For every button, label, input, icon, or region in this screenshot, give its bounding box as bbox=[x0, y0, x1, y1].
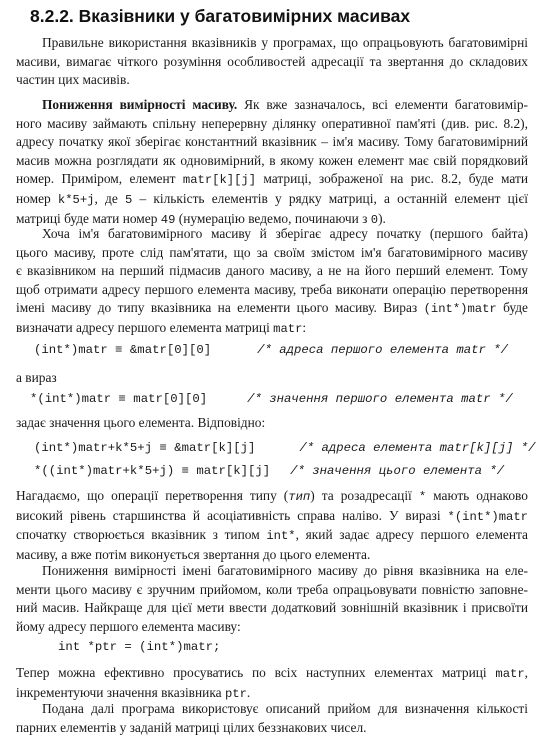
p3-line-3 bbox=[16, 526, 528, 546]
p1-l7-b: (нумерацію ведемо, починаючи з bbox=[175, 210, 371, 226]
text-a-vyraz bbox=[16, 369, 528, 388]
p5-l1-a: Тепер можна ефективно просуватись по всіх наступних елементах матриці bbox=[16, 665, 496, 680]
paragraph-precedence bbox=[16, 487, 528, 564]
p4-line-3: ний масив. Найкраще для цієї мети ввести додатковий зовнішній вказівник і присвоїти bbox=[16, 600, 528, 616]
p3-line-2 bbox=[16, 507, 528, 527]
p4-line-4: йому адресу першого елемента масиву: bbox=[16, 618, 241, 634]
p5-line-1 bbox=[16, 664, 528, 684]
p1-l7-a: матриці буде мати номер bbox=[16, 210, 161, 226]
p1-line-5 bbox=[16, 170, 528, 190]
p1-line-6 bbox=[16, 190, 528, 210]
p1-l7-c: ). bbox=[378, 210, 386, 226]
p3-l1-c: мають однаково bbox=[426, 488, 528, 503]
p6-line-1: Подана далі програма використовує описаний прийом для визначення кількості bbox=[42, 701, 528, 716]
code4-expr: *((int*)matr+k*5+j) ≡ matr[k][j] bbox=[34, 464, 271, 478]
a-vyraz-text: а вираз bbox=[16, 370, 57, 385]
p3-l1-a: Нагадаємо, що операції перетворення типу ( bbox=[16, 488, 289, 503]
p1-title: Пониження вимірності масиву. bbox=[42, 97, 238, 112]
code5-expr: int *ptr = (int*)matr; bbox=[58, 640, 221, 654]
p1-line-3: адресу початку якої зберігає константний вказівник – ім'я масиву. Тому багатовимірний bbox=[16, 134, 528, 150]
code4-comment: /* значення цього елемента */ bbox=[290, 464, 505, 478]
p3-line-1 bbox=[16, 487, 528, 507]
code1-expr: (int*)matr ≡ &matr[0][0] bbox=[34, 343, 212, 357]
p3-l1-b: ) та розадресації bbox=[310, 488, 419, 503]
paragraph-increment bbox=[16, 664, 528, 703]
p1-line-1-text: Як вже зазначалось, всі елементи багатовимір- bbox=[237, 97, 528, 112]
p5-l2-a: інкрементуючи значення вказівника bbox=[16, 684, 225, 700]
p2-l6-a: визначати адресу першого елемента матриці bbox=[16, 319, 274, 335]
p1-l6-c: – кількість елементів у рядку матриці, а останній елемент цієї bbox=[132, 190, 528, 206]
p4-line-1: Пониження вимірності імені багатовимірного масиву до рівня вказівника на еле- bbox=[42, 563, 528, 578]
p5-l1-code: matr bbox=[495, 667, 525, 681]
p1-l7-code2: 0 bbox=[370, 212, 379, 227]
p5-l2-code: ptr bbox=[224, 686, 247, 701]
p2-line-6 bbox=[16, 319, 528, 339]
p2-line-2: цього масиву, проте слід пам'ятати, що за своїм змістом ім'я багатовимірного масиву bbox=[16, 244, 528, 260]
code-line-2 bbox=[30, 392, 513, 406]
p2-l6-code: matr bbox=[273, 321, 303, 336]
p2-line-1: Хоча ім'я багатовимірного масиву й зберігає адресу початку (першого байта) bbox=[42, 226, 528, 241]
p4-line-2: менти цього масиву є зручним прийомом, коли треба опрацьовувати повністю заповне- bbox=[16, 581, 528, 597]
p1-l5-code: matr[k][j] bbox=[182, 173, 257, 188]
p3-l2-code: *(int*)matr bbox=[447, 509, 528, 524]
paragraph-pointer-technique bbox=[16, 562, 528, 636]
p1-l5-a: номер. Приміром, елемент bbox=[16, 171, 183, 187]
p1-l6-code2: 5 bbox=[124, 192, 133, 207]
p1-line-2: ного масиву займають спільну неперервну ділянку оперативної пам'яті (див. рис. 8.2), bbox=[16, 115, 528, 131]
code-line-1 bbox=[34, 343, 508, 357]
p1-l6-b: , де bbox=[94, 190, 125, 206]
p1-line-1 bbox=[16, 96, 528, 115]
intro-line-1: Правильне використання вказівників у програмах, що опрацьовують багатовимірні bbox=[42, 35, 528, 50]
p3-l2-a: високий рівень старшинства й асоціативність справа наліво. У виразі bbox=[16, 507, 448, 523]
intro-line-2: масиви, вимагає чіткого розуміння особливостей адресації та звертання до складових bbox=[16, 53, 528, 69]
section-heading: 8.2.2. Вказівники у багатовимірних масивах bbox=[30, 6, 411, 26]
intro-paragraph bbox=[16, 34, 528, 90]
p3-l3-a: спочатку створюється вказівник з типом bbox=[16, 527, 267, 543]
paragraph-program-intro bbox=[16, 700, 528, 737]
p1-l6-a: номер bbox=[16, 190, 58, 206]
p3-line-4: масиву, а вже потім виконується звертання до цього елемента. bbox=[16, 546, 371, 562]
p2-l5-code: (int*)matr bbox=[423, 302, 497, 317]
p3-l3-code: int* bbox=[266, 529, 296, 544]
p6-line-2: парних елементів у заданій матриці цілих беззнакових чисел. bbox=[16, 719, 367, 735]
zadaie-text: задає значення цього елемента. Відповідно: bbox=[16, 415, 266, 430]
paragraph-array-name bbox=[16, 225, 528, 339]
p1-line-4: масив можна розглядати як одновимірний, в якому кожен елемент має свій порядковий bbox=[16, 152, 528, 168]
text-zadaie bbox=[16, 414, 528, 433]
p2-line-3: є вказівником на перший підмасив даного масиву, а не на його перший елемент. Тому bbox=[16, 263, 528, 279]
code3-expr: (int*)matr+k*5+j ≡ &matr[k][j] bbox=[34, 441, 256, 455]
code-line-3 bbox=[34, 441, 536, 455]
paragraph-dimension-reduction bbox=[16, 96, 528, 229]
code2-expr: *(int*)matr ≡ matr[0][0] bbox=[30, 392, 208, 406]
p5-l2-b: . bbox=[246, 684, 251, 700]
code-line-4 bbox=[34, 464, 504, 478]
p2-line-5 bbox=[16, 299, 528, 319]
code1-comment: /* адреса першого елемента matr */ bbox=[257, 343, 509, 357]
p3-l1-tname: тип bbox=[288, 490, 311, 504]
code2-comment: /* значення першого елемента matr */ bbox=[247, 392, 513, 406]
p1-l6-code1: k*5+j bbox=[57, 192, 95, 207]
code-line-5 bbox=[58, 640, 220, 654]
p2-l5-b: буде bbox=[496, 300, 528, 316]
p1-l7-code1: 49 bbox=[160, 212, 176, 227]
p3-l3-b: , який задає адресу першого елемента bbox=[295, 527, 528, 543]
p2-l6-b: : bbox=[302, 319, 307, 335]
p3-l1-star: * bbox=[418, 490, 427, 504]
p5-l1-b: , bbox=[524, 665, 528, 680]
p1-l5-b: матриці, зображеної на рис. 8.2, буде мати bbox=[256, 171, 528, 187]
p2-line-4: щоб отримати адресу першого елемента масиву, треба виконати операцію перетворення bbox=[16, 281, 528, 297]
intro-line-3: частин цих масивів. bbox=[16, 72, 130, 88]
code3-comment: /* адреса елемента matr[k][j] */ bbox=[299, 441, 536, 455]
p2-l5-a: імені масиву до типу вказівника на елементи цього масиву. Вираз bbox=[16, 300, 424, 316]
